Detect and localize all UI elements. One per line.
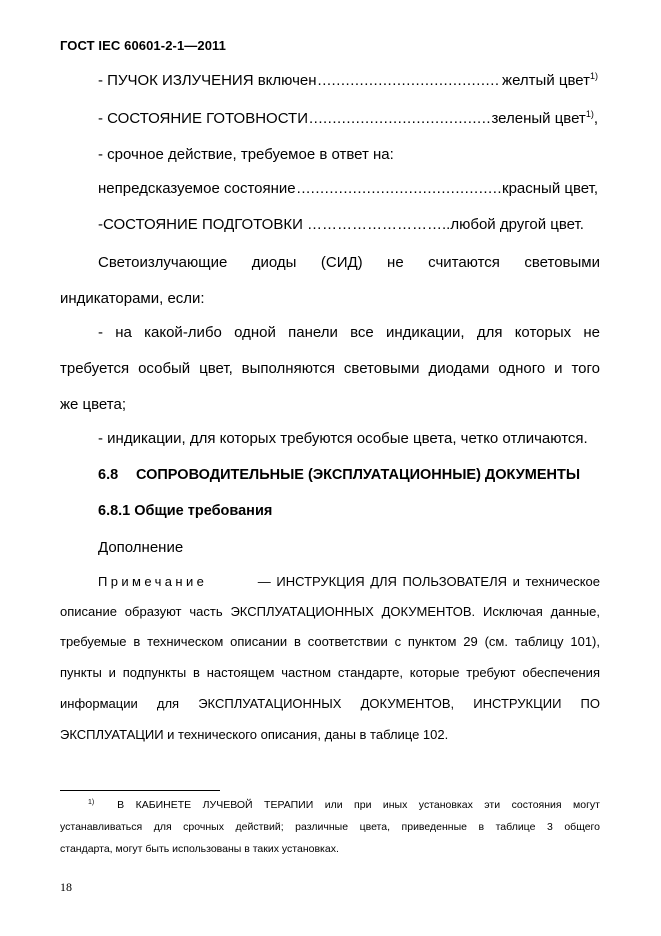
section-number: 6.8 — [98, 467, 119, 483]
bullet-1-line-2: требуется особый цвет, выполняются световыми диодами одного и того — [60, 360, 600, 377]
bullet-1-line-3: же цвета; — [60, 396, 126, 413]
note-first-text: — ИНСТРУКЦИЯ ДЛЯ ПОЛЬЗОВАТЕЛЯ и техническое — [257, 574, 600, 589]
indicator-ready-state — [98, 110, 598, 128]
document-code-header: ГОСТ IEC 60601-2-1—2011 — [60, 38, 226, 53]
footnote-line-1: $^{1)}$ В КАБИНЕТЕ ЛУЧЕВОЙ ТЕРАПИИ или при иных установках эти состояния могут — [88, 799, 600, 811]
indicator-label: - ПУЧОК ИЗЛУЧЕНИЯ включен — [98, 72, 317, 89]
footnote-line-3: стандарта, могут быть использованы в таких установках. — [60, 843, 339, 855]
section-title: СОПРОВОДИТЕЛЬНЫЕ (ЭКСПЛУАТАЦИОННЫЕ) ДОКУМЕНТЫ — [136, 467, 581, 483]
urgent-action-intro: - срочное действие, требуемое в ответ на: — [98, 146, 394, 163]
bullet-2: - индикации, для которых требуются особые цвета, четко отличаются. — [98, 430, 588, 447]
indicator-unpredictable — [98, 180, 598, 198]
dot-leader — [309, 110, 490, 128]
bullet-1-line-1: - на какой-либо одной панели все индикации, для которых не — [98, 324, 600, 341]
footnote-ref: 1) — [585, 109, 594, 119]
note-label: Примечание — [98, 574, 208, 589]
addition-label: Дополнение — [98, 539, 184, 556]
page-number: 18 — [60, 880, 72, 894]
footnote-separator — [60, 790, 220, 791]
note-line-3: требуемые в техническом описании в соответствии с пунктом 29 (см. таблицу 101), — [60, 634, 600, 649]
indicator-beam-on — [98, 72, 598, 90]
note-line-5: информации для ЭКСПЛУАТАЦИОННЫХ ДОКУМЕНТОВ, ИНСТРУКЦИИ ПО — [60, 696, 600, 711]
led-paragraph-line-1: Светоизлучающие диоды (СИД) не считаются световыми — [98, 254, 600, 271]
indicator-label: непредсказуемое состояние — [98, 180, 296, 197]
indicator-value: зеленый цвет$^{1)}$, — [491, 109, 598, 127]
note-line-1 — [98, 574, 600, 590]
indicator-preparation: -СОСТОЯНИЕ ПОДГОТОВКИ ………………………..любой другой цвет. — [98, 216, 584, 233]
led-paragraph-line-2: индикаторами, если: — [60, 290, 205, 307]
dot-leader — [297, 180, 501, 198]
dot-leader — [318, 72, 502, 90]
note-line-6: ЭКСПЛУАТАЦИИ и технического описания, даны в таблице 102. — [60, 727, 449, 742]
note-line-4: пункты и подпункты в настоящем частном стандарте, которые требуют обеспечения — [60, 665, 600, 680]
footnote-ref: 1) — [589, 71, 598, 81]
indicator-label: - СОСТОЯНИЕ ГОТОВНОСТИ — [98, 110, 308, 127]
footnote-marker: 1) — [88, 799, 95, 806]
indicator-value: желтый цвет$^{1)}$ — [502, 71, 598, 89]
footnote-line-2: устанавливаться для срочных действий; различные цвета, приведенные в таблице 3 общего — [60, 821, 600, 833]
note-line-2: описание образуют часть ЭКСПЛУАТАЦИОННЫХ ДОКУМЕНТОВ. Исключая данные, — [60, 604, 600, 619]
indicator-value: красный цвет, — [502, 180, 598, 197]
subsection-title: 6.8.1 Общие требования — [98, 503, 273, 519]
